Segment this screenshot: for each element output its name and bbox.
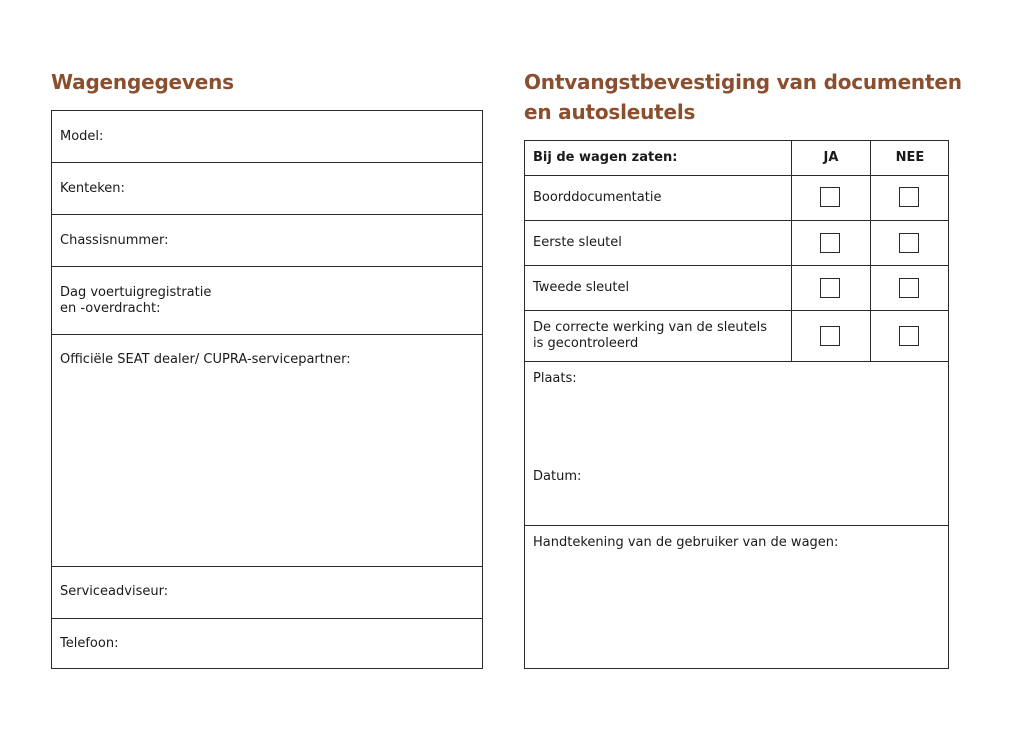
item-label: Tweede sleutel xyxy=(533,280,630,295)
first-key-yes-checkbox[interactable] xyxy=(820,233,840,253)
column-divider xyxy=(791,176,792,220)
place-label: Plaats: xyxy=(533,371,577,386)
column-divider xyxy=(870,266,871,310)
date-label: Datum: xyxy=(533,469,582,484)
vehicle-details-table xyxy=(51,110,483,669)
receipt-title: Ontvangstbevestiging van documenten en autosleutels xyxy=(524,70,962,124)
column-divider xyxy=(870,176,871,220)
service-advisor-label: Serviceadviseur: xyxy=(60,584,169,599)
item-label: Boorddocumentatie xyxy=(533,190,662,205)
dealer-field[interactable] xyxy=(52,335,482,567)
documentation-yes-checkbox[interactable] xyxy=(820,187,840,207)
dealer-label: Officiële SEAT dealer/ CUPRA-servicepartner: xyxy=(60,352,351,367)
phone-field[interactable] xyxy=(52,619,482,668)
item-row-second-key xyxy=(525,266,948,311)
column-divider xyxy=(791,311,792,361)
registration-date-label: Dag voertuigregistratie en -overdracht: xyxy=(60,285,212,316)
receipt-header-row xyxy=(525,141,948,176)
signature-field[interactable] xyxy=(525,526,948,668)
registration-date-field[interactable] xyxy=(52,267,482,335)
documentation-no-checkbox[interactable] xyxy=(899,187,919,207)
first-key-no-checkbox[interactable] xyxy=(899,233,919,253)
vehicle-details-title: Wagengegevens xyxy=(51,70,234,94)
second-key-no-checkbox[interactable] xyxy=(899,278,919,298)
model-field[interactable] xyxy=(52,111,482,163)
service-advisor-field[interactable] xyxy=(52,567,482,619)
chassis-number-field[interactable] xyxy=(52,215,482,267)
second-key-yes-checkbox[interactable] xyxy=(820,278,840,298)
item-row-first-key xyxy=(525,221,948,266)
yes-column-header: JA xyxy=(823,150,839,165)
item-label: De correcte werking van de sleutels is gecontroleerd xyxy=(533,320,768,351)
items-header-label: Bij de wagen zaten: xyxy=(533,150,678,165)
item-row-documentation xyxy=(525,176,948,221)
receipt-table xyxy=(524,140,949,669)
keys-checked-no-checkbox[interactable] xyxy=(899,326,919,346)
phone-label: Telefoon: xyxy=(60,636,119,651)
chassis-number-label: Chassisnummer: xyxy=(60,233,169,248)
column-divider xyxy=(870,311,871,361)
column-divider xyxy=(870,221,871,265)
license-plate-field[interactable] xyxy=(52,163,482,215)
keys-checked-yes-checkbox[interactable] xyxy=(820,326,840,346)
license-plate-label: Kenteken: xyxy=(60,181,125,196)
item-row-keys-checked xyxy=(525,311,948,362)
no-column-header: NEE xyxy=(895,150,925,165)
signature-label: Handtekening van de gebruiker van de wagen: xyxy=(533,535,839,550)
column-divider xyxy=(791,221,792,265)
column-divider xyxy=(791,266,792,310)
place-date-field[interactable] xyxy=(525,362,948,526)
item-label: Eerste sleutel xyxy=(533,235,622,250)
model-label: Model: xyxy=(60,129,104,144)
